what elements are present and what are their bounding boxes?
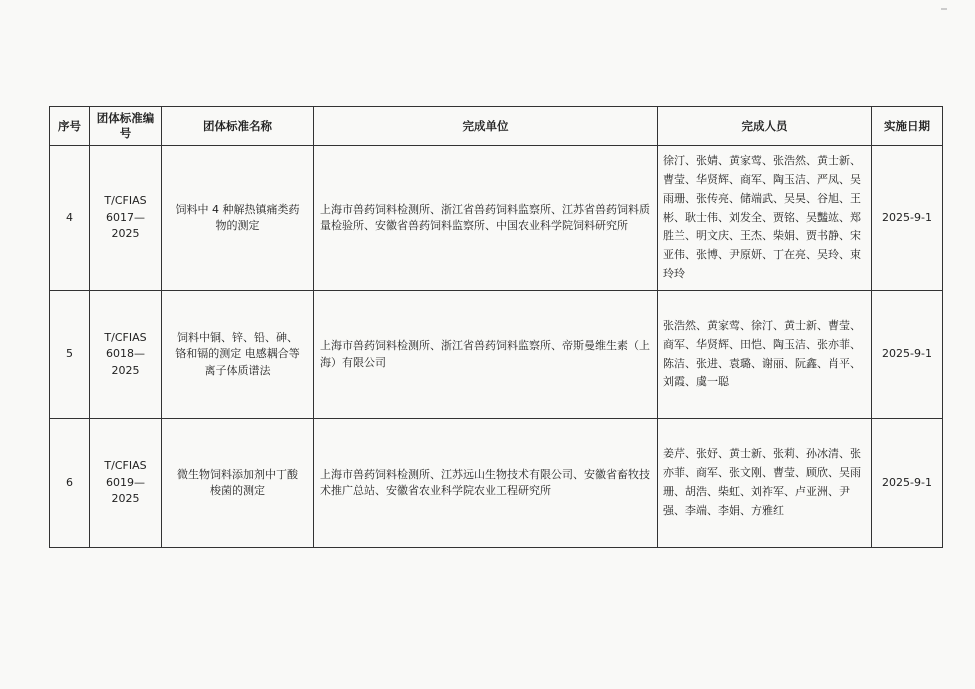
- row-code: T/CFIAS 6018—2025: [90, 291, 162, 419]
- row-unit: 上海市兽药饲料检测所、浙江省兽药饲料监察所、帝斯曼维生素（上海）有限公司: [314, 291, 658, 419]
- row-staff: 张浩然、黄家莺、徐汀、黄士新、曹莹、商军、华贤辉、田恺、陶玉洁、张亦菲、陈洁、张进、袁璐、谢丽、阮鑫、肖平、刘霞、虞一聪: [658, 291, 872, 419]
- row-date: 2025-9-1: [872, 419, 943, 548]
- row-seq: 4: [50, 146, 90, 291]
- row-standard-name: 饲料中 4 种解热镇痛类药物的测定: [162, 146, 314, 291]
- row-date: 2025-9-1: [872, 291, 943, 419]
- row-standard-name: 微生物饲料添加剂中丁酸梭菌的测定: [162, 419, 314, 548]
- standards-table: [49, 106, 943, 548]
- table-row: [50, 146, 943, 291]
- row-staff: 徐汀、张婧、黄家莺、张浩然、黄士新、曹莹、华贤辉、商军、陶玉洁、严凤、吴雨珊、张传亮、储端武、吴昊、谷旭、王彬、耿士伟、刘发全、贾铭、吴豔竑、郑胜兰、明文庆、王杰、柴娟、贾书静、宋亚伟、张博、尹原妍、丁在亮、吴玲、束玲玲: [658, 146, 872, 291]
- scan-mark: [941, 8, 947, 10]
- row-seq: 5: [50, 291, 90, 419]
- table-header-row: [50, 107, 943, 146]
- row-unit: 上海市兽药饲料检测所、浙江省兽药饲料监察所、江苏省兽药饲料质量检验所、安徽省兽药饲料监察所、中国农业科学院饲料研究所: [314, 146, 658, 291]
- standards-table-container: [49, 106, 942, 548]
- table-row: [50, 419, 943, 548]
- row-staff: 姜芹、张妤、黄士新、张莉、孙冰清、张亦菲、商军、张文刚、曹莹、顾欣、吴雨珊、胡浩、柴虹、刘祚军、卢亚洲、尹强、李端、李娟、方雅红: [658, 419, 872, 548]
- header-date: 实施日期: [872, 107, 943, 146]
- row-date: 2025-9-1: [872, 146, 943, 291]
- table-row: [50, 291, 943, 419]
- row-seq: 6: [50, 419, 90, 548]
- row-unit: 上海市兽药饲料检测所、江苏远山生物技术有限公司、安徽省畜牧技术推广总站、安徽省农业科学院农业工程研究所: [314, 419, 658, 548]
- header-name: 团体标准名称: [162, 107, 314, 146]
- row-standard-name: 饲料中铜、锌、铅、砷、铬和镉的测定 电感耦合等离子体质谱法: [162, 291, 314, 419]
- header-code: 团体标准编号: [90, 107, 162, 146]
- header-seq: 序号: [50, 107, 90, 146]
- row-code: T/CFIAS 6019—2025: [90, 419, 162, 548]
- header-unit: 完成单位: [314, 107, 658, 146]
- header-staff: 完成人员: [658, 107, 872, 146]
- row-code: T/CFIAS 6017—2025: [90, 146, 162, 291]
